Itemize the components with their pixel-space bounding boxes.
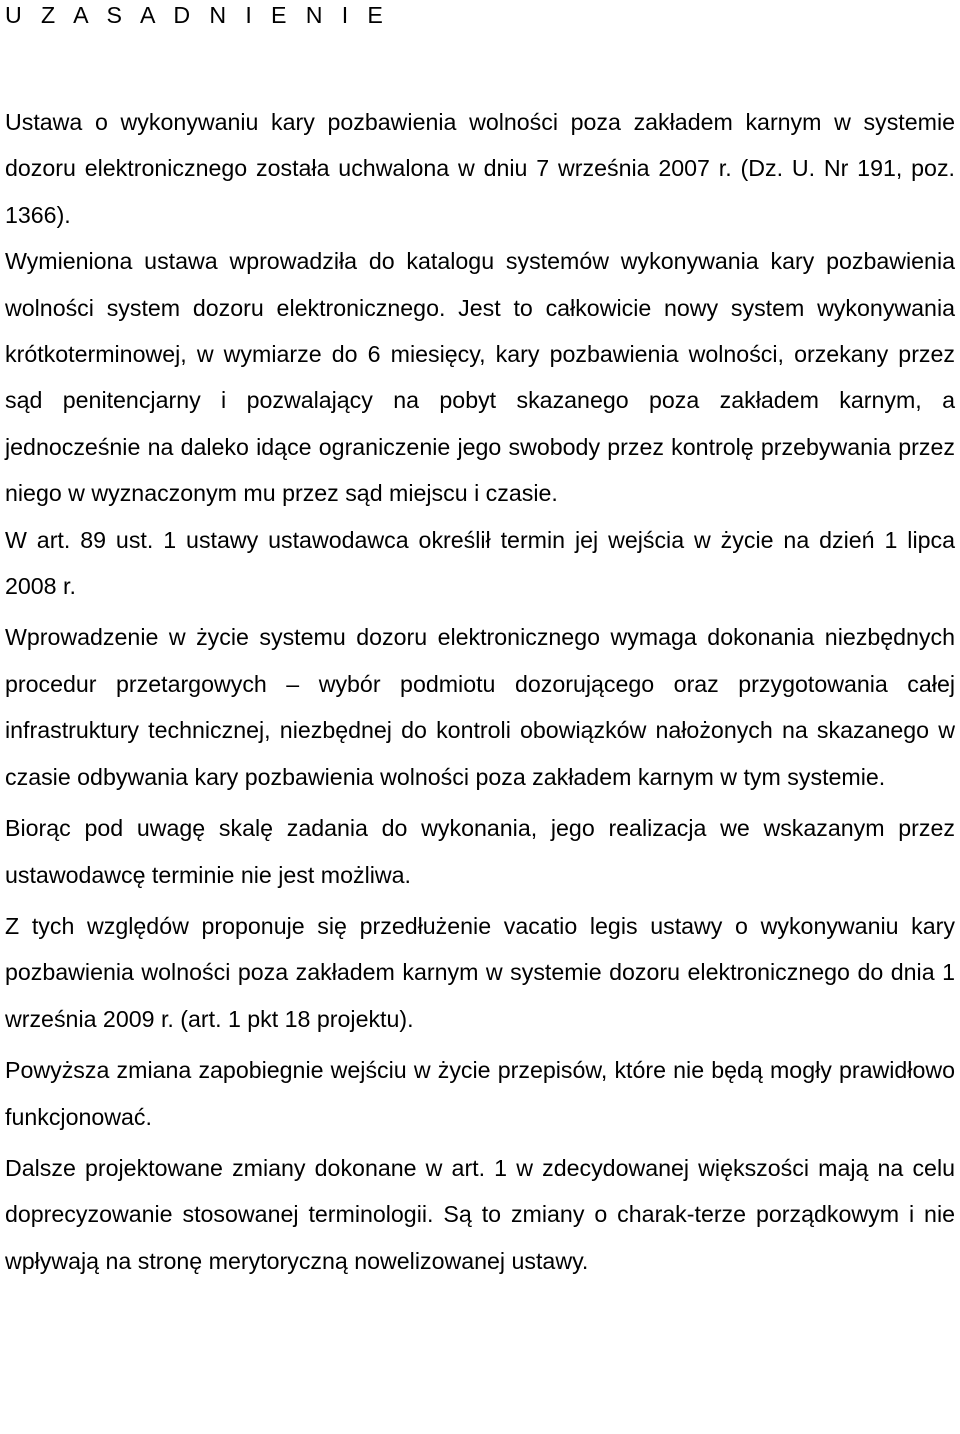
paragraph-statute-adoption: Ustawa o wykonywaniu kary pozbawienia wolności poza zakładem karnym w systemie dozoru elektronicznego została uchwalona w dniu 7 września 2007 r. (Dz. U. Nr 191, poz. 1366). [5,109,955,228]
document-page [5,0,955,1284]
paragraph-feasibility: Biorąc pod uwagę skalę zadania do wykonania, jego realizacja we wskazanym przez ustawodawcę terminie nie jest możliwa. [5,815,955,888]
paragraph-further-changes: Dalsze projektowane zmiany dokonane w art. 1 w zdecydowanej większości mają na celu doprecyzowanie stosowanej terminologii. Są to zmiany o charak-terze porządkowym i nie wpływają na stronę merytoryczną nowelizowanej ustawy. [5,1154,955,1274]
paragraph-change-effect: Powyższa zmiana zapobiegnie wejściu w życie przepisów, które nie będą mogły prawidłowo funkcjonować. [5,1057,955,1130]
paragraph-system-description: Wymieniona ustawa wprowadziła do katalogu systemów wykonywania kary pozbawienia wolności system dozoru elektronicznego. Jest to całkowicie nowy system wykonywania krótkoterminowej, w wymiarze do 6 miesięcy, kary pozbawienia wolności, orzekany przez sąd penitencjarny i pozwalający na pobyt skazanego poza zakładem karnym, a jednocześnie na daleko idące ograniczenie jego swobody przez kontrolę przebywania przez niego w wyznaczonym mu przez sąd miejscu i czasie. [5,248,955,507]
paragraph-entry-into-force: W art. 89 ust. 1 ustawy ustawodawca określił termin jej wejścia w życie na dzień 1 lipca 2008 r. [5,526,955,600]
document-heading: U Z A S A D N I E N I E [5,2,390,28]
paragraph-vacatio-legis: Z tych względów proponuje się przedłużenie vacatio legis ustawy o wykonywaniu kary pozbawienia wolności poza zakładem karnym w systemie dozoru elektronicznego do dnia 1 września 2009 r. (art. 1 pkt 18 projektu). [5,912,955,1032]
paragraph-implementation-requirements: Wprowadzenie w życie systemu dozoru elektronicznego wymaga dokonania niezbędnych procedur przetargowych – wybór podmiotu dozorującego oraz przygotowania całej infrastruktury technicznej, niezbędnej do kontroli obowiązków nałożonych na skazanego w czasie odbywania kary pozbawienia wolności poza zakładem karnym w tym systemie. [5,624,955,790]
